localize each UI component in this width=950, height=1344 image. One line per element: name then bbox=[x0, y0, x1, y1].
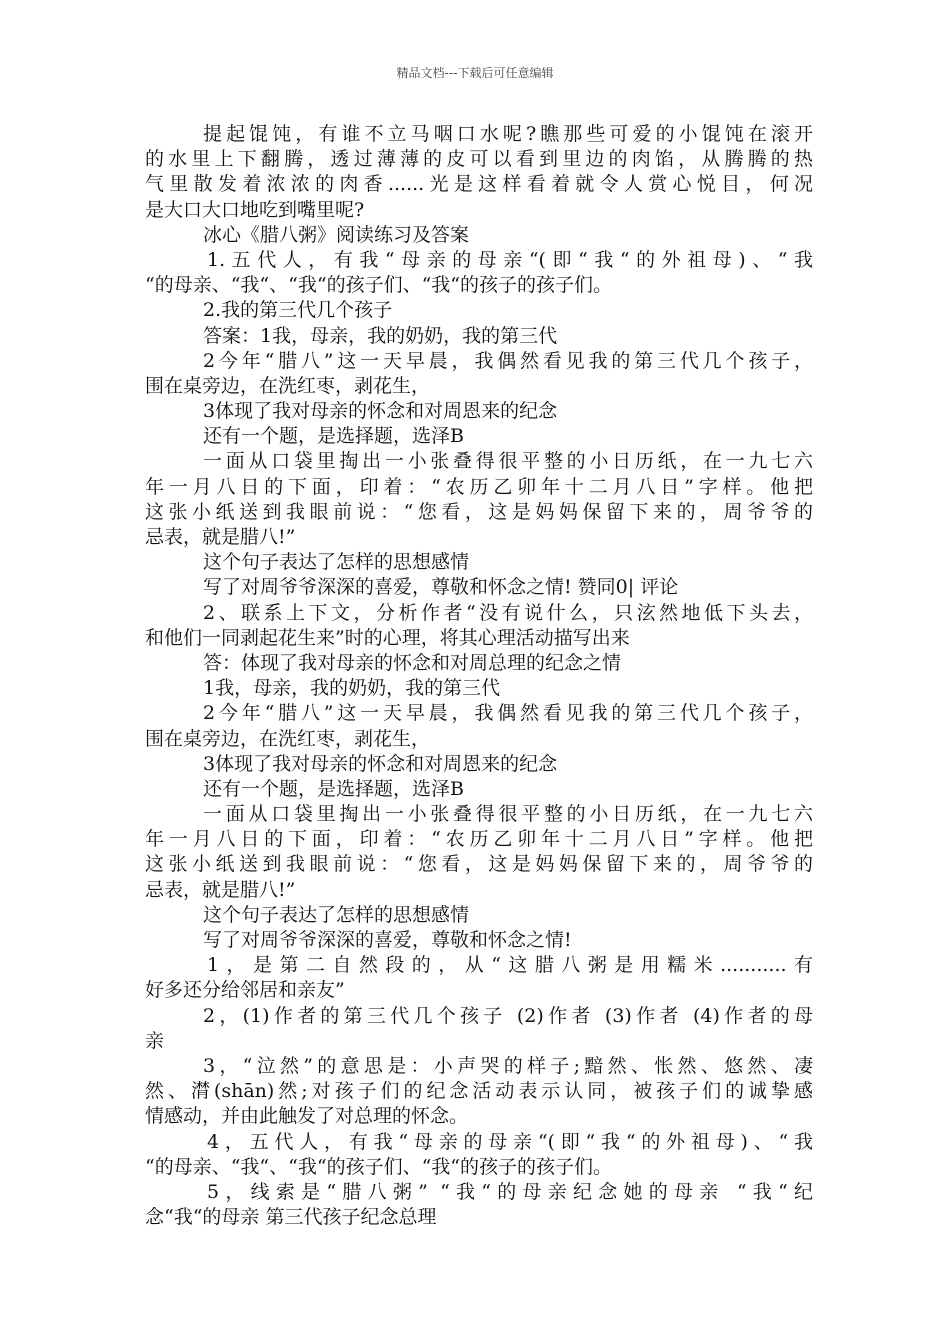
text-line: 1.五代人，有我“母亲的母亲“(即“我“的外祖母)、“我 bbox=[207, 248, 813, 271]
text-line: 1我，母亲，我的奶奶，我的第三代 bbox=[203, 677, 501, 700]
text-line: 2今年“腊八”这一天早晨，我偶然看见我的第三代几个孩子， bbox=[203, 702, 813, 725]
text-line: 3体现了我对母亲的怀念和对周恩来的纪念 bbox=[203, 752, 558, 775]
text-line: “的母亲、“我“、“我“的孩子们、“我“的孩子的孩子们。 bbox=[145, 1155, 612, 1178]
text-line: 然、潸(shān)然;对孩子们的纪念活动表示认同，被孩子们的诚挚感 bbox=[145, 1080, 813, 1103]
text-line: 答：体现了我对母亲的怀念和对周总理的纪念之情 bbox=[203, 651, 622, 674]
text-line: 提起馄饨，有谁不立马咽口水呢?瞧那些可爱的小馄饨在滚开 bbox=[203, 123, 813, 145]
text-line: 还有一个题，是选择题，选泽B bbox=[203, 777, 464, 800]
text-line: 还有一个题，是选择题，选泽B bbox=[203, 425, 464, 448]
text-line: 这个句子表达了怎样的思想感情 bbox=[203, 903, 470, 926]
text-line: “的母亲、“我“、“我“的孩子们、“我“的孩子的孩子们。 bbox=[145, 274, 612, 297]
document-body bbox=[145, 122, 813, 1230]
text-line: 3体现了我对母亲的怀念和对周恩来的纪念 bbox=[203, 400, 558, 423]
text-line: 的水里上下翻腾，透过薄薄的皮可以看到里边的肉馅，从腾腾的热 bbox=[145, 148, 813, 171]
text-line: 2今年“腊八”这一天早晨，我偶然看见我的第三代几个孩子， bbox=[203, 349, 813, 372]
text-line: 情感动，并由此触发了对总理的怀念。 bbox=[145, 1105, 469, 1128]
text-line: 一面从口袋里掏出一小张叠得很平整的小日历纸，在一九七六 bbox=[203, 450, 813, 473]
text-line: 冰心《腊八粥》阅读练习及答案 bbox=[203, 223, 470, 246]
text-line: 亲 bbox=[145, 1029, 165, 1052]
text-line: 好多还分给邻居和亲友” bbox=[145, 979, 345, 1002]
text-line: 这张小纸送到我眼前说：“您看，这是妈妈保留下来的，周爷爷的 bbox=[145, 500, 813, 523]
text-line: 5，线索是“腊八粥” “我“的母亲纪念她的母亲 “我“纪 bbox=[207, 1180, 813, 1203]
text-line: 4，五代人，有我“母亲的母亲“(即“我“的外祖母)、“我 bbox=[207, 1130, 813, 1153]
text-line: 忌表，就是腊八!” bbox=[145, 526, 296, 548]
page-header: 精品文档---下载后可任意编辑 bbox=[396, 66, 554, 80]
text-line: 这个句子表达了怎样的思想感情 bbox=[203, 551, 470, 574]
text-line: 1，是第二自然段的，从“这腊八粥是用糯米...........有 bbox=[207, 954, 813, 977]
text-line: 这张小纸送到我眼前说：“您看，这是妈妈保留下来的，周爷爷的 bbox=[145, 853, 813, 876]
text-line: 2，(1)作者的第三代几个孩子 (2)作者 (3)作者 (4)作者的母 bbox=[203, 1004, 813, 1027]
text-line: 3，“泣然”的意思是：小声哭的样子;黯然、怅然、悠然、凄 bbox=[203, 1054, 813, 1077]
text-line: 气里散发着浓浓的肉香......光是这样看着就令人赏心悦目，何况 bbox=[145, 173, 813, 196]
text-line: 一面从口袋里掏出一小张叠得很平整的小日历纸，在一九七六 bbox=[203, 803, 813, 826]
text-line: 围在桌旁边，在洗红枣，剥花生， bbox=[145, 727, 431, 750]
text-line: 年一月八日的下面，印着：“农历乙卯年十二月八日”字样。他把 bbox=[145, 828, 813, 851]
text-line: 2、联系上下文，分析作者“没有说什么，只泫然地低下头去， bbox=[203, 601, 813, 624]
text-line: 和他们一同剥起花生来”时的心理，将其心理活动描写出来 bbox=[145, 626, 630, 649]
text-line: 2.我的第三代几个孩子 bbox=[203, 299, 393, 322]
text-line: 念“我“的母亲 第三代孩子纪念总理 bbox=[145, 1206, 437, 1229]
text-line: 是大口大口地吃到嘴里呢? bbox=[145, 198, 365, 221]
text-line: 写了对周爷爷深深的喜爱，尊敬和怀念之情! bbox=[203, 929, 572, 951]
text-line: 围在桌旁边，在洗红枣，剥花生， bbox=[145, 374, 431, 397]
text-line: 写了对周爷爷深深的喜爱，尊敬和怀念之情! 赞同0| 评论 bbox=[203, 576, 679, 599]
text-line: 答案：1我，母亲，我的奶奶，我的第三代 bbox=[203, 324, 558, 347]
text-line: 年一月八日的下面，印着：“农历乙卯年十二月八日”字样。他把 bbox=[145, 475, 813, 498]
text-line: 忌表，就是腊八!” bbox=[145, 878, 296, 901]
